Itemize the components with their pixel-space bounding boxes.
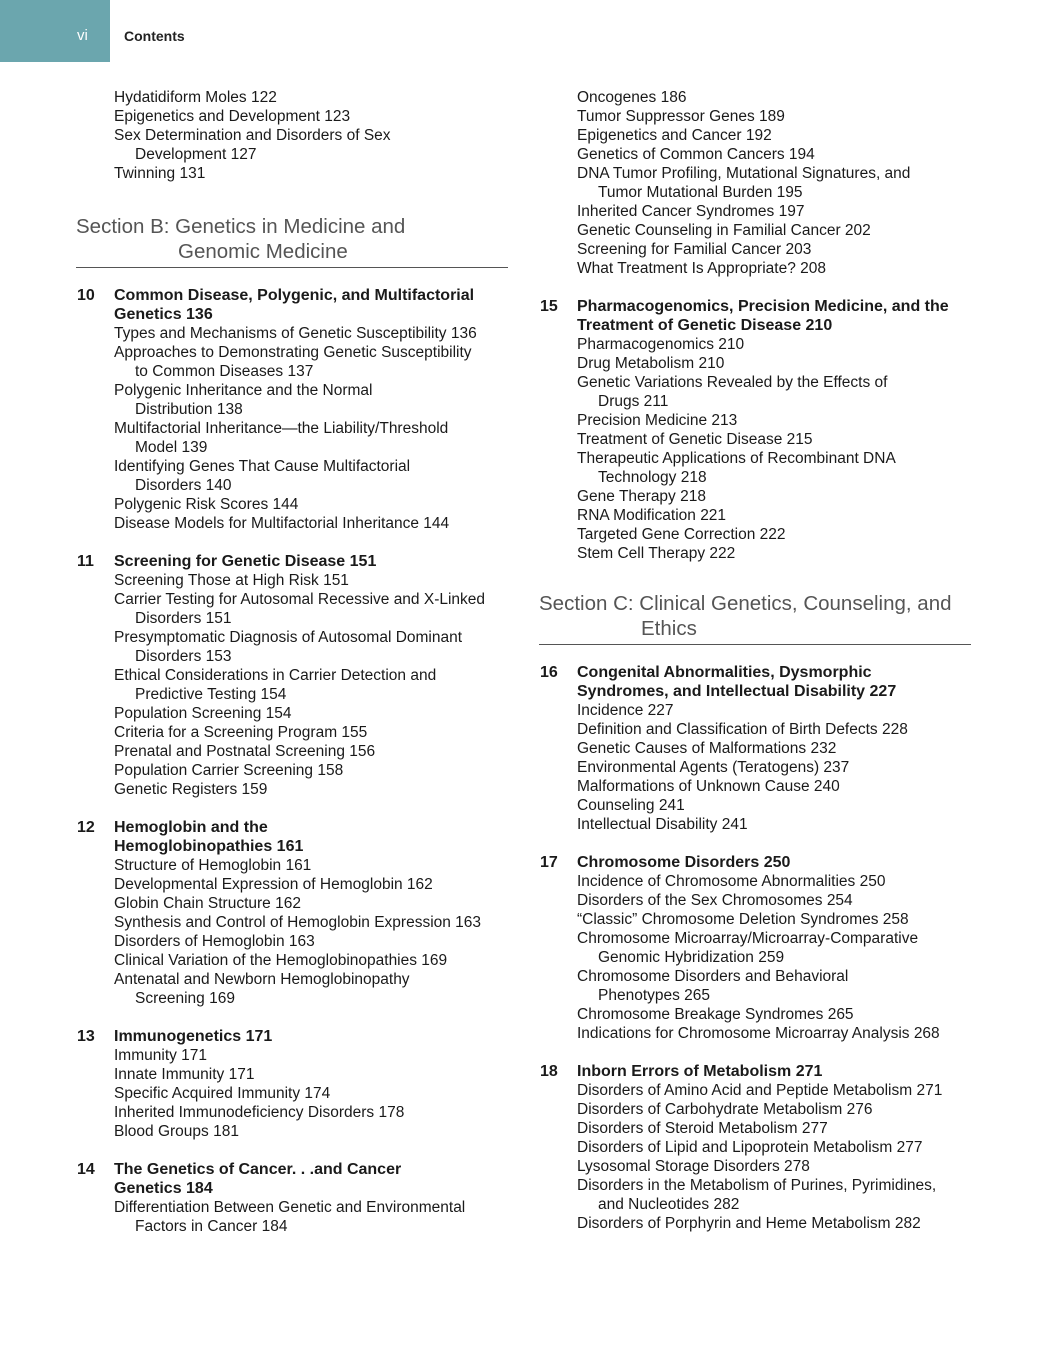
chapter-title[interactable] (539, 663, 971, 701)
chapter-title[interactable] (76, 1027, 508, 1046)
toc-entry-text: Developmental Expression of Hemoglobin 162 (114, 876, 433, 893)
chapter-title-line: Immunogenetics 171 (114, 1028, 273, 1045)
toc-entry-text: Presymptomatic Diagnosis of Autosomal Dominant (114, 629, 463, 646)
toc-entry-text: Population Screening 154 (114, 705, 292, 722)
toc-entry[interactable] (76, 126, 508, 164)
toc-entry-text: Disease Models for Multifactorial Inheritance 144 (114, 515, 450, 532)
toc-entry[interactable] (539, 796, 971, 815)
toc-entry[interactable] (539, 1214, 971, 1233)
chapter-title[interactable] (76, 552, 508, 571)
toc-entry[interactable] (539, 929, 971, 967)
toc-entry-text: Disorders of Carbohydrate Metabolism 276 (577, 1101, 873, 1118)
toc-entry[interactable] (539, 1100, 971, 1119)
toc-entry-text: Indications for Chromosome Microarray Analysis 268 (577, 1025, 940, 1042)
toc-entry[interactable] (539, 126, 971, 145)
toc-entry-text: Ethical Considerations in Carrier Detection and (114, 667, 437, 684)
toc-entry-text: Sex Determination and Disorders of Sex (114, 127, 391, 144)
toc-entry-text: Gene Therapy 218 (577, 488, 706, 505)
chapter-title[interactable] (76, 286, 508, 324)
toc-entry-text: Prenatal and Postnatal Screening 156 (114, 743, 376, 760)
toc-entry[interactable] (76, 1084, 508, 1103)
toc-entry-text: Intellectual Disability 241 (577, 816, 748, 833)
toc-entry-text: Clinical Variation of the Hemoglobinopathies 169 (114, 952, 448, 969)
toc-entry-text: Carrier Testing for Autosomal Recessive and X-Linked (114, 591, 486, 608)
toc-entry-text: Polygenic Inheritance and the Normal (114, 382, 373, 399)
section-heading (76, 215, 508, 268)
chapter-block (539, 663, 971, 834)
toc-entry-text: Antenatal and Newborn Hemoglobinopathy (114, 971, 410, 988)
toc-entry-text: Multifactorial Inheritance—the Liability/Threshold (114, 420, 449, 437)
toc-entry-continuation: Genomic Hybridization 259 (598, 949, 785, 966)
chapter-number: 12 (77, 819, 95, 836)
toc-entry-text: Pharmacogenomics 210 (577, 336, 745, 353)
toc-entry[interactable] (76, 970, 508, 1008)
toc-entry[interactable] (76, 780, 508, 799)
toc-entry-text: Approaches to Demonstrating Genetic Susceptibility (114, 344, 472, 361)
toc-entry-text: Malformations of Unknown Cause 240 (577, 778, 840, 795)
toc-entry-text: Inherited Immunodeficiency Disorders 178 (114, 1104, 405, 1121)
section-heading (539, 592, 971, 645)
chapter-title[interactable] (539, 297, 971, 335)
chapter-title-line: Common Disease, Polygenic, and Multifactorial (114, 287, 475, 304)
toc-entry-continuation: to Common Diseases 137 (135, 363, 314, 380)
toc-entry[interactable] (76, 1198, 508, 1236)
toc-entry[interactable] (539, 88, 971, 107)
toc-entry[interactable] (76, 571, 508, 590)
toc-entry[interactable] (76, 628, 508, 666)
toc-entry-text: Therapeutic Applications of Recombinant DNA (577, 450, 896, 467)
toc-entry[interactable] (76, 932, 508, 951)
chapter-block (76, 552, 508, 799)
chapter-number: 11 (77, 553, 94, 570)
toc-entry[interactable] (76, 164, 508, 183)
chapter-block (76, 1160, 508, 1236)
toc-entry-continuation: Phenotypes 265 (598, 987, 711, 1004)
toc-entry-continuation: Tumor Mutational Burden 195 (598, 184, 803, 201)
chapter-title-line: Screening for Genetic Disease 151 (114, 553, 377, 570)
toc-entry[interactable] (76, 1065, 508, 1084)
toc-entry[interactable] (539, 240, 971, 259)
toc-entry[interactable] (539, 164, 971, 202)
toc-entry[interactable] (539, 430, 971, 449)
toc-entry[interactable] (76, 723, 508, 742)
toc-entry-text: Chromosome Disorders and Behavioral (577, 968, 849, 985)
toc-entry-text: Criteria for a Screening Program 155 (114, 724, 368, 741)
chapter-title[interactable] (539, 1062, 971, 1081)
toc-entry-text: Population Carrier Screening 158 (114, 762, 344, 779)
toc-entry[interactable] (76, 894, 508, 913)
toc-entry[interactable] (539, 544, 971, 563)
toc-entry[interactable] (539, 202, 971, 221)
toc-entry[interactable] (539, 739, 971, 758)
toc-entry-text: Blood Groups 181 (114, 1123, 239, 1140)
toc-entry-continuation: Disorders 140 (135, 477, 232, 494)
toc-entry-list (76, 88, 508, 183)
toc-entry[interactable] (539, 1157, 971, 1176)
toc-entry[interactable] (76, 343, 508, 381)
chapter-block (76, 286, 508, 533)
toc-entry-text: Screening Those at High Risk 151 (114, 572, 349, 589)
chapter-title-line: Genetics 184 (114, 1180, 213, 1197)
toc-entry[interactable] (76, 88, 508, 107)
toc-entry-text: Disorders of Hemoglobin 163 (114, 933, 315, 950)
chapter-title-line: Congenital Abnormalities, Dysmorphic (577, 664, 872, 681)
toc-entry-text: Precision Medicine 213 (577, 412, 738, 429)
toc-entry-text: Chromosome Breakage Syndromes 265 (577, 1006, 854, 1023)
chapter-title-line: Treatment of Genetic Disease 210 (577, 317, 833, 334)
toc-entry[interactable] (539, 354, 971, 373)
toc-entry-continuation: Disorders 151 (135, 610, 232, 627)
toc-entry[interactable] (539, 487, 971, 506)
toc-entry[interactable] (76, 704, 508, 723)
toc-entry-text: Drug Metabolism 210 (577, 355, 725, 372)
toc-entry[interactable] (539, 506, 971, 525)
toc-entry-text: Genetic Variations Revealed by the Effects of (577, 374, 888, 391)
toc-entry-text: Oncogenes 186 (577, 89, 687, 106)
toc-entry[interactable] (76, 590, 508, 628)
toc-entry[interactable] (539, 1176, 971, 1214)
chapter-title-line: Hemoglobinopathies 161 (114, 838, 304, 855)
toc-entry-text: Disorders of the Sex Chromosomes 254 (577, 892, 853, 909)
toc-entry[interactable] (539, 411, 971, 430)
chapter-number: 15 (540, 298, 558, 315)
chapter-title-line: Genetics 136 (114, 306, 213, 323)
toc-entry[interactable] (539, 967, 971, 1005)
toc-entry-text: Disorders of Porphyrin and Heme Metabolism 282 (577, 1215, 921, 1232)
toc-entry-text: Screening for Familial Cancer 203 (577, 241, 812, 258)
toc-entry-text: Counseling 241 (577, 797, 685, 814)
toc-entry-text: Treatment of Genetic Disease 215 (577, 431, 813, 448)
toc-entry[interactable] (76, 666, 508, 704)
page-number: vi (77, 27, 88, 44)
chapter-number: 13 (77, 1028, 95, 1045)
toc-entry[interactable] (76, 875, 508, 894)
toc-entry-text: Tumor Suppressor Genes 189 (577, 108, 785, 125)
chapter-number: 10 (77, 287, 95, 304)
toc-entry-text: Differentiation Between Genetic and Environmental (114, 1199, 466, 1216)
section-heading-line: Section B: Genetics in Medicine and (76, 215, 406, 238)
toc-entry-text: Genetic Counseling in Familial Cancer 202 (577, 222, 871, 239)
toc-entry[interactable] (76, 951, 508, 970)
chapter-title[interactable] (76, 818, 508, 856)
toc-entry[interactable] (539, 720, 971, 739)
toc-entry[interactable] (76, 419, 508, 457)
toc-entry[interactable] (539, 815, 971, 834)
toc-entry[interactable] (76, 381, 508, 419)
chapter-number: 14 (77, 1161, 95, 1178)
toc-entry-text: Globin Chain Structure 162 (114, 895, 301, 912)
chapter-title-line: Hemoglobin and the (114, 819, 268, 836)
chapter-block (539, 853, 971, 1043)
chapter-number: 16 (540, 664, 558, 681)
toc-entry-text: Definition and Classification of Birth Defects 228 (577, 721, 908, 738)
toc-entry-text: Hydatidiform Moles 122 (114, 89, 277, 106)
toc-entry-text: Genetic Causes of Malformations 232 (577, 740, 837, 757)
toc-entry-continuation: Disorders 153 (135, 648, 232, 665)
toc-entry-continuation: Predictive Testing 154 (135, 686, 287, 703)
toc-entry-text: Epigenetics and Cancer 192 (577, 127, 772, 144)
toc-entry[interactable] (76, 742, 508, 761)
toc-entry-text: Targeted Gene Correction 222 (577, 526, 786, 543)
toc-entry[interactable] (539, 872, 971, 891)
section-heading-continuation: Genomic Medicine (178, 239, 348, 263)
toc-entry-text: Lysosomal Storage Disorders 278 (577, 1158, 810, 1175)
toc-entry-text: What Treatment Is Appropriate? 208 (577, 260, 826, 277)
toc-entry-text: Genetic Registers 159 (114, 781, 268, 798)
toc-entry[interactable] (539, 335, 971, 354)
toc-entry-text: Disorders of Lipid and Lipoprotein Metabolism 277 (577, 1139, 923, 1156)
toc-entry-text: Structure of Hemoglobin 161 (114, 857, 312, 874)
toc-entry[interactable] (539, 525, 971, 544)
toc-entry[interactable] (539, 1024, 971, 1043)
chapter-block (539, 297, 971, 563)
toc-entry[interactable] (539, 701, 971, 720)
toc-entry-text: Inherited Cancer Syndromes 197 (577, 203, 805, 220)
section-heading-line: Section C: Clinical Genetics, Counseling, and (539, 592, 952, 615)
right-column (539, 88, 971, 1252)
toc-entry-text: Disorders of Steroid Metabolism 277 (577, 1120, 828, 1137)
toc-entry-continuation: Development 127 (135, 146, 257, 163)
chapter-block (76, 818, 508, 1008)
toc-entry-text: DNA Tumor Profiling, Mutational Signatures, and (577, 165, 911, 182)
chapter-block (539, 1062, 971, 1233)
toc-entry-continuation: Technology 218 (598, 469, 707, 486)
toc-entry[interactable] (76, 514, 508, 533)
toc-entry-text: Chromosome Microarray/Microarray-Comparative (577, 930, 919, 947)
page-number-tab (0, 0, 110, 62)
toc-entry-continuation: Factors in Cancer 184 (135, 1218, 288, 1235)
toc-entry[interactable] (539, 1005, 971, 1024)
chapter-title-line: Syndromes, and Intellectual Disability 227 (577, 683, 897, 700)
toc-entry-text: Identifying Genes That Cause Multifactorial (114, 458, 411, 475)
toc-entry[interactable] (539, 758, 971, 777)
toc-entry[interactable] (76, 1122, 508, 1141)
chapter-block (76, 1027, 508, 1141)
toc-entry[interactable] (539, 891, 971, 910)
toc-entry-text: Innate Immunity 171 (114, 1066, 255, 1083)
toc-entry-text: Types and Mechanisms of Genetic Susceptibility 136 (114, 325, 477, 342)
toc-entry[interactable] (539, 107, 971, 126)
toc-entry[interactable] (539, 259, 971, 278)
toc-entry-continuation: and Nucleotides 282 (598, 1196, 740, 1213)
toc-entry-text: Environmental Agents (Teratogens) 237 (577, 759, 850, 776)
left-column (76, 88, 508, 1255)
toc-entry-text: Specific Acquired Immunity 174 (114, 1085, 331, 1102)
toc-entry-text: Incidence 227 (577, 702, 674, 719)
toc-entry-continuation: Distribution 138 (135, 401, 243, 418)
toc-entry-text: Stem Cell Therapy 222 (577, 545, 736, 562)
toc-entry-text: RNA Modification 221 (577, 507, 727, 524)
chapter-title-line: Pharmacogenomics, Precision Medicine, and the (577, 298, 949, 315)
toc-entry-continuation: Screening 169 (135, 990, 235, 1007)
toc-entry-text: Disorders in the Metabolism of Purines, Pyrimidines, (577, 1177, 937, 1194)
toc-entry[interactable] (76, 495, 508, 514)
toc-entry[interactable] (539, 1138, 971, 1157)
toc-entry[interactable] (76, 457, 508, 495)
chapter-title[interactable] (539, 853, 971, 872)
chapter-number: 17 (540, 854, 558, 871)
chapter-number: 18 (540, 1063, 558, 1080)
section-heading-continuation: Ethics (641, 616, 697, 640)
toc-entry-text: Incidence of Chromosome Abnormalities 250 (577, 873, 886, 890)
toc-entry[interactable] (76, 107, 508, 126)
chapter-title-line: Chromosome Disorders 250 (577, 854, 791, 871)
toc-entry[interactable] (76, 1046, 508, 1065)
toc-entry-text: Epigenetics and Development 123 (114, 108, 351, 125)
chapter-title-line: Inborn Errors of Metabolism 271 (577, 1063, 823, 1080)
toc-entry-continuation: Model 139 (135, 439, 208, 456)
toc-entry-text: Polygenic Risk Scores 144 (114, 496, 299, 513)
toc-entry-list (539, 88, 971, 278)
running-header-title: Contents (124, 28, 185, 44)
toc-entry[interactable] (539, 373, 971, 411)
toc-entry-text: Twinning 131 (114, 165, 206, 182)
toc-entry-text: Synthesis and Control of Hemoglobin Expression 163 (114, 914, 482, 931)
toc-entry-continuation: Drugs 211 (598, 393, 669, 410)
toc-entry[interactable] (76, 324, 508, 343)
toc-entry-text: Genetics of Common Cancers 194 (577, 146, 815, 163)
toc-entry[interactable] (539, 1119, 971, 1138)
toc-entry[interactable] (539, 1081, 971, 1100)
toc-entry[interactable] (76, 856, 508, 875)
toc-entry-text: Immunity 171 (114, 1047, 208, 1064)
chapter-title[interactable] (76, 1160, 508, 1198)
toc-entry-text: “Classic” Chromosome Deletion Syndromes 258 (577, 911, 909, 928)
toc-entry[interactable] (76, 1103, 508, 1122)
toc-entry[interactable] (76, 761, 508, 780)
toc-entry-text: Disorders of Amino Acid and Peptide Metabolism 271 (577, 1082, 943, 1099)
toc-entry[interactable] (539, 449, 971, 487)
toc-entry[interactable] (539, 777, 971, 796)
toc-entry[interactable] (539, 221, 971, 240)
toc-entry[interactable] (539, 145, 971, 164)
toc-entry[interactable] (539, 910, 971, 929)
chapter-title-line: The Genetics of Cancer. . .and Cancer (114, 1161, 402, 1178)
toc-entry[interactable] (76, 913, 508, 932)
